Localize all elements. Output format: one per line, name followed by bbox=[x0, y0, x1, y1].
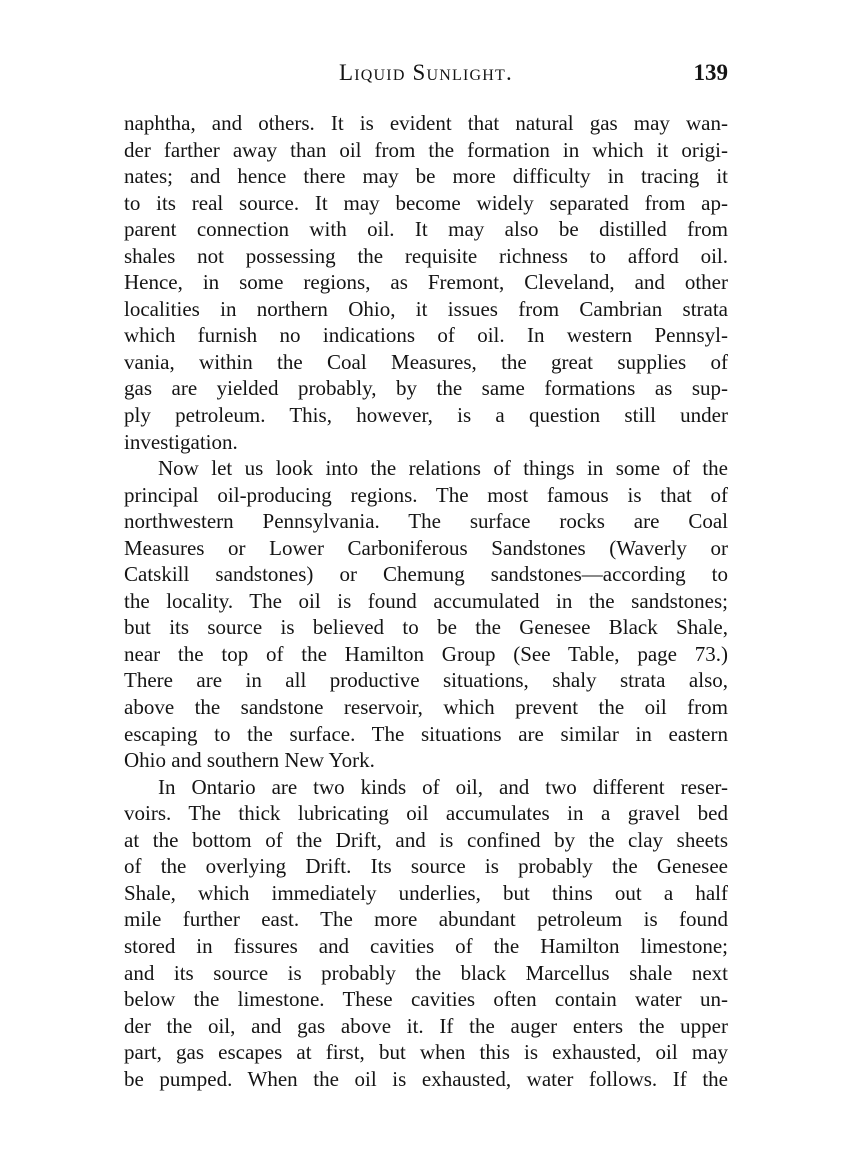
text-line: vania, within the Coal Measures, the great supplies of bbox=[124, 349, 728, 374]
text-line: Catskill sandstones) or Chemung sandstones—according to bbox=[124, 562, 728, 587]
text-line: principal oil-producing regions. The most famous is that of bbox=[124, 482, 728, 507]
text-line: the locality. The oil is found accumulated in the sandstones; bbox=[124, 588, 728, 613]
text-line: at the bottom of the Drift, and is confined by the clay sheets bbox=[124, 827, 728, 852]
text-line: near the top of the Hamilton Group (See Table, page 73.) bbox=[124, 641, 728, 666]
text-line: There are in all productive situations, shaly strata also, bbox=[124, 668, 728, 693]
text-line: above the sandstone reservoir, which prevent the oil from bbox=[124, 695, 728, 720]
text-line: Hence, in some regions, as Fremont, Cleveland, and other bbox=[124, 270, 728, 295]
text-line: shales not possessing the requisite richness to afford oil. bbox=[124, 243, 728, 268]
text-line: naphtha, and others. It is evident that natural gas may wan- bbox=[124, 111, 728, 135]
text-line: be pumped. When the oil is exhausted, water follows. If the bbox=[124, 1066, 728, 1091]
text-line: nates; and hence there may be more difficulty in tracing it bbox=[124, 164, 728, 189]
running-head bbox=[124, 58, 728, 88]
text-line: Shale, which immediately underlies, but thins out a half bbox=[124, 880, 728, 905]
text-line: below the limestone. These cavities often contain water un- bbox=[124, 987, 728, 1012]
text-line: to its real source. It may become widely separated from ap- bbox=[124, 190, 728, 215]
text-line: escaping to the surface. The situations are similar in eastern bbox=[124, 721, 728, 746]
text-line: stored in fissures and cavities of the Hamilton limestone; bbox=[124, 933, 728, 958]
text-line: which furnish no indications of oil. In western Pennsyl- bbox=[124, 323, 728, 348]
text-line: northwestern Pennsylvania. The surface rocks are Coal bbox=[124, 509, 728, 534]
text-line: der farther away than oil from the formation in which it origi- bbox=[124, 137, 728, 162]
paragraph-first-line: Now let us look into the relations of things in some of the bbox=[158, 456, 728, 481]
text-line: voirs. The thick lubricating oil accumulates in a gravel bed bbox=[124, 801, 728, 826]
text-line: parent connection with oil. It may also be distilled from bbox=[124, 217, 728, 242]
running-title: Liquid Sunlight. bbox=[339, 60, 513, 85]
body-text bbox=[124, 110, 728, 1092]
text-line: of the overlying Drift. Its source is probably the Genesee bbox=[124, 854, 728, 879]
paragraph-first-line: In Ontario are two kinds of oil, and two different reser- bbox=[158, 774, 728, 799]
paragraph-end-line: Ohio and southern New York. bbox=[124, 748, 375, 773]
text-line: mile further east. The more abundant petroleum is found bbox=[124, 907, 728, 932]
text-line: localities in northern Ohio, it issues from Cambrian strata bbox=[124, 296, 728, 321]
page-number: 139 bbox=[693, 60, 728, 85]
text-line: Measures or Lower Carboniferous Sandstones (Waverly or bbox=[124, 535, 728, 560]
paragraph-end-line: investigation. bbox=[124, 429, 238, 454]
text-line: der the oil, and gas above it. If the auger enters the upper bbox=[124, 1013, 728, 1038]
text-line: gas are yielded probably, by the same formations as sup- bbox=[124, 376, 728, 401]
text-line: part, gas escapes at first, but when this is exhausted, oil may bbox=[124, 1040, 728, 1065]
text-line: but its source is believed to be the Genesee Black Shale, bbox=[124, 615, 728, 640]
text-line: and its source is probably the black Marcellus shale next bbox=[124, 960, 728, 985]
text-line: ply petroleum. This, however, is a question still under bbox=[124, 403, 728, 428]
